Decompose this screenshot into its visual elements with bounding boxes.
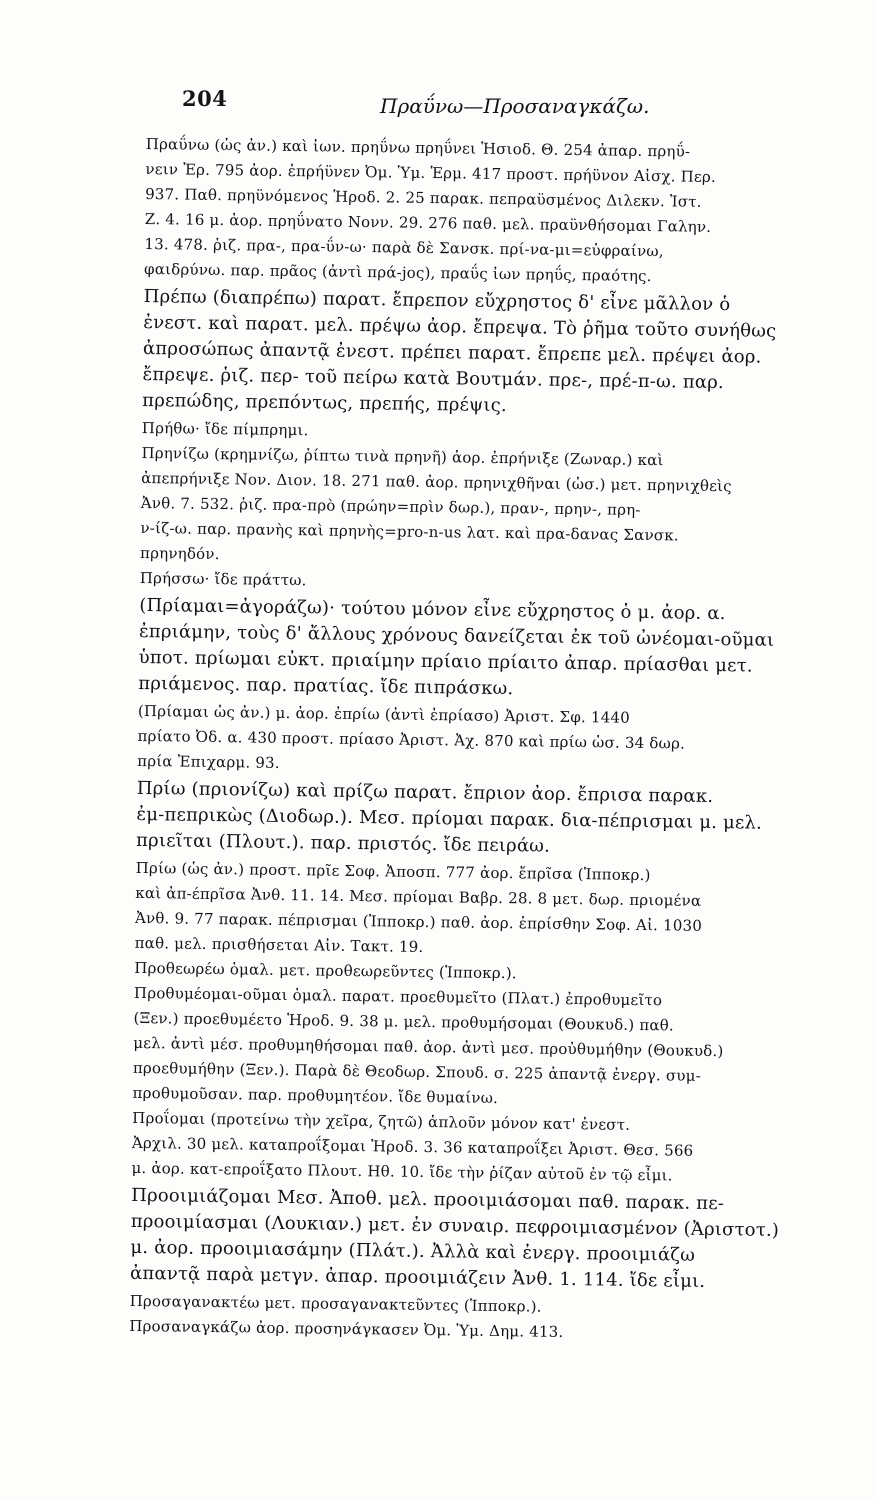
text-line: Ζ. 4. 16 μ. ἀορ. πρηΰνατο Νονν. 29. 276 παθ. μελ. πραϋνθήσομαι Γαλην. [144,209,712,236]
dictionary-entry [144,132,826,291]
text-line: ἐπριάμην, τοὺς δ' ἄλλους χρόνους δανείζεται ἐκ τοῦ ὠνέομαι-οῦμαι [138,620,775,651]
text-line: Προοιμιάζομαι Μεσ. Ἀποθ. μελ. προοιμιάσομαι παθ. παρακ. πε- [131,1184,725,1215]
text-line: μελ. ἀντὶ μέσ. προθυμηθήσομαι παθ. ἀορ. ἀντὶ μεσ. προὐθυμήθην (Θουκυδ.) [133,1033,724,1061]
text-line: Πρέπω (διαπρέπω) παρατ. ἔπρεπον εὔχρηστος δ' εἶνε μᾶλλον ὁ [143,285,731,316]
text-line: μ. ἀορ. κατ-επροΐξατο Πλουτ. Ηθ. 10. ἴδε τὴν ῥίζαν αὐτοῦ ἐν τῷ εἶμι. [131,1158,673,1185]
text-line: (Πρίαμαι ὡς ἀν.) μ. ἀορ. ἐπρίω (ἀντὶ ἐπρίασο) Ἀριστ. Σφ. 1440 [137,701,631,727]
text-line: Ἀνθ. 7. 532. ῥιζ. πρα-πρὸ (πρώην=πρὶν δωρ.), πραν-, πρην-, πρη- [140,493,641,519]
text-line: Ἀνθ. 9. 77 παρακ. πέπρισμαι (Ἱπποκρ.) παθ. ἀορ. ἐπρίσθην Σοφ. Αἰ. 1030 [134,908,703,935]
text-line: Πρήσσω· ἴδε πράττω. [139,568,307,590]
text-line: πριάμενος. παρ. πρατίας. ἴδε πιπράσκω. [138,672,514,700]
running-head: Πραΰνω—Προσαναγκάζω. [380,94,650,118]
body-text [129,132,826,1348]
text-line: πρεπώδης, πρεπόντως, πρεπής, πρέψις. [142,389,508,417]
text-line: ἐνεστ. καὶ παρατ. μελ. πρέψω ἀορ. ἔπρεψα. Τὸ ῥῆμα τοῦτο συνήθως [143,311,777,342]
text-line: ἔπρεψε. ῥιζ. περ- τοῦ πείρω κατὰ Βουτμάν. πρε-, πρέ-π-ω. παρ. [142,363,725,394]
text-line: Ἀρχιλ. 30 μελ. καταπροΐξομαι Ἡροδ. 3. 36 καταπροΐξει Ἀριστ. Θεσ. 566 [131,1133,694,1160]
text-line: Πρίω (πριονίζω) καὶ πρίζω παρατ. ἔπριον ἀορ. ἔπρισα παρακ. [136,777,714,807]
dictionary-entry [131,856,815,1190]
text-line: ἀπροσώπως ἀπαντᾷ ἐνεστ. πρέπει παρατ. ἔπρεπε μελ. πρέψει ἀορ. [142,337,762,368]
text-line: 937. Παθ. πρηϋνόμενος Ἡροδ. 2. 25 παρακ. πεπραϋσμένος Διλεκν. Ἱστ. [145,184,702,211]
text-line: πριεῖται (Πλουτ.). παρ. πριστός. ἴδε πειράω. [135,829,551,857]
text-line: ἐμ-πεπρικὼς (Διοδωρ.). Μεσ. πρίομαι παρακ. δια-πέπρισμαι μ. μελ. [136,803,763,834]
text-line: Προθυμέομαι-οῦμαι ὁμαλ. παρατ. προεθυμεῖτο (Πλατ.) ἐπροθυμεῖτο [133,983,663,1010]
text-line: (Ξεν.) προεθυμέετο Ἡροδ. 9. 38 μ. μελ. προθυμήσομαι (Θουκυδ.) παθ. [133,1008,675,1035]
text-line: νειν Ἐρ. 795 ἀορ. ἐπρήϋνεν Ὀμ. Ὑμ. Ἑρμ. 417 προστ. πρήϋνον Αἰσχ. Περ. [145,159,717,186]
text-line: Πρήθω· ἴδε πίμπρημι. [141,418,309,440]
text-line: Προθεωρέω ὁμαλ. μετ. προθεωρεῦντες (Ἱπποκρ.). [134,958,517,983]
text-line: μ. ἀορ. προοιμιασάμην (Πλάτ.). Ἀλλὰ καὶ ἐνεργ. προοιμιάζω [130,1236,696,1266]
text-line: πρηνηδόν. [139,543,220,564]
dictionary-entry [142,284,824,423]
text-line: ν-ίζ-ω. παρ. πρανὴς καὶ πρηνὴς=pro-n-us λατ. καὶ πρα-δανας Σανσκ. [140,518,679,545]
dictionary-entry [140,416,822,600]
dictionary-entry [137,699,818,783]
text-line: Προσαναγκάζω ἀορ. προσηνάγκασεν Ὀμ. Ὑμ. Δημ. 413. [129,1316,564,1341]
text-line: προθυμοῦσαν. παρ. προθυμητέον. ἴδε θυμαίνω. [132,1083,499,1108]
text-line: Πρίω (ὡς ἀν.) προστ. πρῖε Σοφ. Ἀποσπ. 777 ἀορ. ἔπρῖσα (Ἱπποκρ.) [135,858,651,885]
dictionary-entry [129,1289,810,1348]
page-number: 204 [182,86,228,111]
text-line: πρίατο Ὀδ. α. 430 προστ. πρίασο Ἀριστ. Ἀχ. 870 καὶ πρίω ὡσ. 34 δωρ. [137,726,686,753]
text-line: παθ. μελ. πρισθήσεται Αἰν. Τακτ. 19. [134,933,424,956]
text-line: προεθυμήθην (Ξεν.). Παρὰ δὲ Θεοδωρ. Σπουδ. σ. 225 ἀπαντᾷ ἐνεργ. συμ- [132,1058,702,1085]
text-line: Πρηνίζω (κρημνίζω, ῥίπτω τινὰ πρηνῆ) ἀορ. ἐπρήνιξε (Ζωναρ.) καὶ [141,443,664,470]
text-line: ἀπαντᾷ παρὰ μετγν. ἀπαρ. προοιμιάζειν Ἀνθ. 1. 114. ἴδε εἶμι. [129,1262,706,1292]
text-line: καὶ ἀπ-έπρῖσα Ἀνθ. 11. 14. Μεσ. πρίομαι Βαβρ. 28. 8 μετ. δωρ. πριομένα [135,883,702,910]
dictionary-entry [130,1183,811,1296]
dictionary-entry [138,593,819,706]
text-line: ἀπεπρήνιξε Νον. Διον. 18. 271 παθ. ἀορ. πρηνιχθῆναι (ὡσ.) μετ. πρηνιχθεὶς [141,468,732,496]
text-line: (Πρίαμαι=ἀγοράζω)· τούτου μόνον εἶνε εὔχρηστος ὁ μ. ἀορ. α. [139,594,726,625]
text-line: προοιμίασμαι (Λουκιαν.) μετ. ἐν συναιρ. πεφροιμιασμένον (Ἀριστοτ.) [130,1210,780,1241]
text-line: πρία Ἐπιχαρμ. 93. [137,751,280,772]
text-line: Προΐομαι (προτείνω τὴν χεῖρα, ζητῶ) ἁπλοῦν μόνον κατ' ἐνεστ. [132,1108,631,1134]
text-line: Πραΰνω (ὡς ἀν.) καὶ ἰων. πρηΰνω πρηΰνει Ἡσιοδ. Θ. 254 ἀπαρ. πρηΰ- [145,134,691,161]
dictionary-entry [136,776,817,863]
text-line: ὑποτ. πρίωμαι εὐκτ. πριαίμην πρίαιο πρίαιτο ἀπαρ. πρίασθαι μετ. [138,646,753,677]
text-line: 13. 478. ῥιζ. πρα-, πρα-ΰν-ω· παρὰ δὲ Σανσκ. πρί-να-μι=εὐφραίνω, [144,234,664,261]
text-line: φαιδρύνω. παρ. πρᾶος (ἀντὶ πρά-jος), πραΰς ἰων πρηΰς, πραότης. [143,259,652,286]
text-line: Προσαγανακτέω μετ. προσαγανακτεῦντες (Ἱπποκρ.). [129,1291,542,1316]
